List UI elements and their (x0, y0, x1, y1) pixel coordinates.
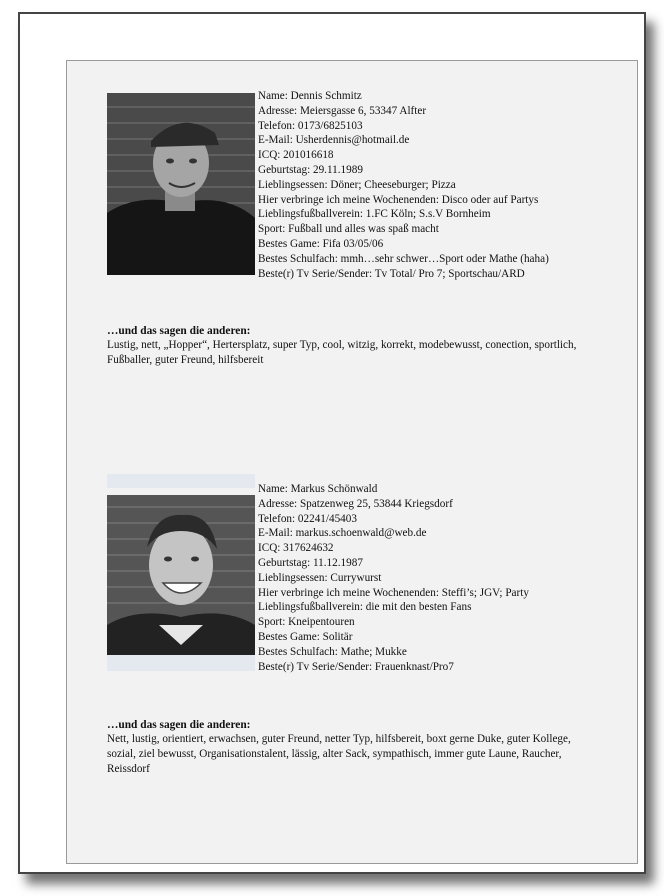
profile-football-club: Lieblingsfußballverein: 1.FC Köln; S.s.V Bornheim (258, 208, 491, 221)
profile-sport: Sport: Kneipentouren (258, 616, 355, 629)
profile-birthday: Geburtstag: 29.11.1989 (258, 163, 363, 176)
profile-tv: Beste(r) Tv Serie/Sender: Frauenknast/Pro7 (258, 660, 454, 673)
document-page (66, 60, 638, 864)
profile-details-markus (258, 482, 529, 674)
profile-icq: ICQ: 201016618 (258, 149, 334, 162)
profile-address: Adresse: Spatzenweg 25, 53844 Kriegsdorf (258, 497, 453, 510)
profile-football-club: Lieblingsfußballverein: die mit den besten Fans (258, 601, 472, 614)
bleed-through-shadow (107, 474, 255, 488)
profile-photo-dennis (107, 93, 255, 275)
profile-weekends: Hier verbringe ich meine Wochenenden: Disco oder auf Partys (258, 193, 539, 206)
profile-email: E-Mail: Usherdennis@hotmail.de (258, 134, 410, 147)
others-text-dennis: Lustig, nett, „Hopper“, Hertersplatz, super Typ, cool, witzig, korrekt, modebewusst, conection, sportlich, Fußballer, guter Freund, hilfsbereit (107, 339, 577, 366)
profile-weekends: Hier verbringe ich meine Wochenenden: Steffi’s; JGV; Party (258, 586, 529, 599)
profile-icq: ICQ: 317624632 (258, 542, 334, 555)
scanned-page-frame (18, 12, 646, 874)
profile-email: E-Mail: markus.schoenwald@web.de (258, 527, 427, 540)
profile-tv: Beste(r) Tv Serie/Sender: Tv Total/ Pro 7; Sportschau/ARD (258, 267, 525, 280)
profile-details-dennis (258, 89, 549, 281)
profile-school-subject: Bestes Schulfach: mmh…sehr schwer…Sport oder Mathe (haha) (258, 252, 549, 265)
others-text-markus: Nett, lustig, orientiert, erwachsen, guter Freund, netter Typ, hilfsbereit, boxt gerne Duke, guter Kollege, sozial, ziel bewusst, Organisationstalent, lässig, alter Sack, sympathisch, immer gute Laune, Raucher, Reissdorf (107, 733, 571, 775)
profile-photo-markus (107, 495, 255, 655)
others-heading-dennis: …und das sagen die anderen: (107, 325, 251, 337)
profile-game: Bestes Game: Solitär (258, 630, 353, 643)
profile-phone: Telefon: 0173/6825103 (258, 119, 363, 132)
others-heading-markus: …und das sagen die anderen: (107, 719, 251, 731)
profile-birthday: Geburtstag: 11.12.1987 (258, 556, 363, 569)
profile-favorite-food: Lieblingsessen: Currywurst (258, 571, 382, 584)
profile-game: Bestes Game: Fifa 03/05/06 (258, 237, 384, 250)
profile-favorite-food: Lieblingsessen: Döner; Cheeseburger; Pizza (258, 178, 456, 191)
profile-phone: Telefon: 02241/45403 (258, 512, 357, 525)
profile-name: Name: Dennis Schmitz (258, 90, 362, 102)
profile-sport: Sport: Fußball und alles was spaß macht (258, 223, 439, 236)
profile-address: Adresse: Meiersgasse 6, 53347 Alfter (258, 104, 427, 117)
profile-name: Name: Markus Schönwald (258, 483, 378, 495)
profile-school-subject: Bestes Schulfach: Mathe; Mukke (258, 645, 407, 658)
